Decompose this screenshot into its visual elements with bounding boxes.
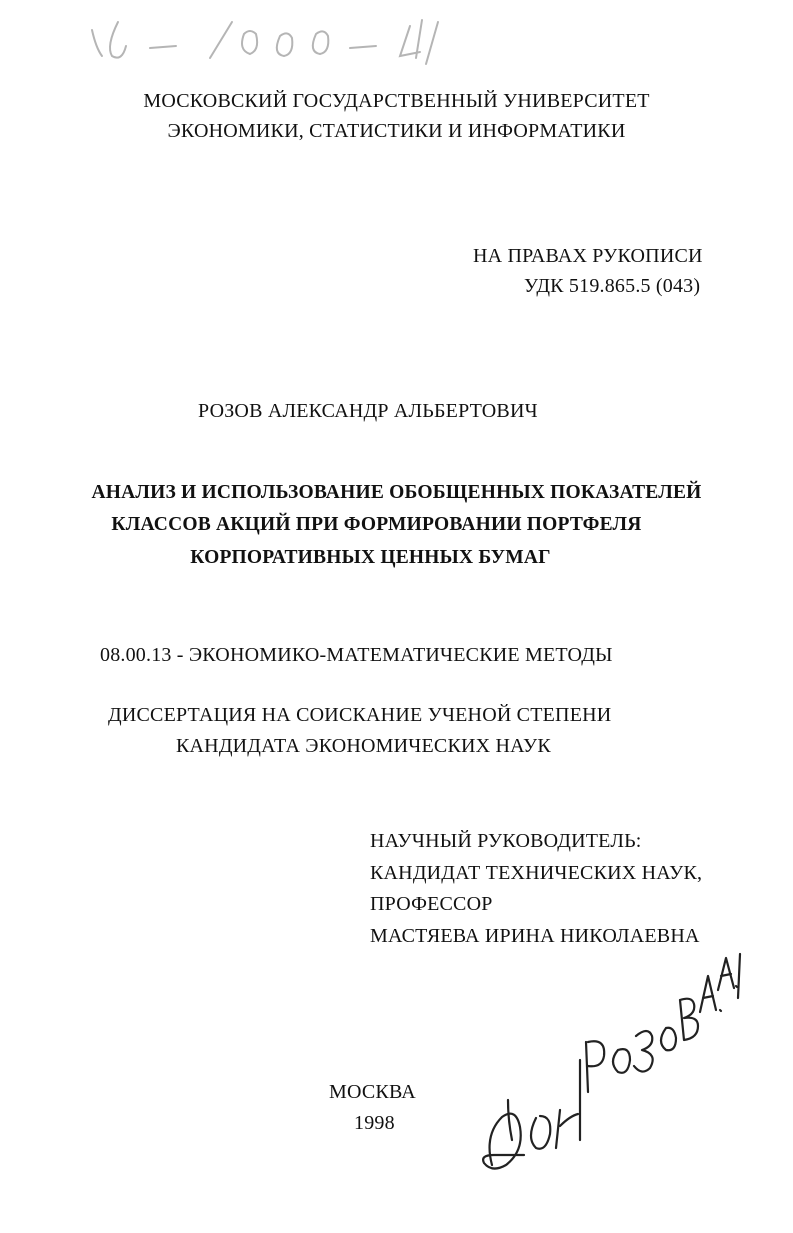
year: 1998 — [354, 1112, 395, 1134]
supervisor-label: НАУЧНЫЙ РУКОВОДИТЕЛЬ: — [370, 830, 642, 852]
manuscript-rights: НА ПРАВАХ РУКОПИСИ — [473, 245, 703, 267]
handwritten-note — [470, 950, 740, 1185]
supervisor-name: МАСТЯЕВА ИРИНА НИКОЛАЕВНА — [370, 925, 700, 947]
dissertation-line-1: ДИССЕРТАЦИЯ НА СОИСКАНИЕ УЧЕНОЙ СТЕПЕНИ — [108, 704, 612, 726]
university-line-2: ЭКОНОМИКИ, СТАТИСТИКИ И ИНФОРМАТИКИ — [167, 120, 626, 142]
university-line-1: МОСКОВСКИЙ ГОСУДАРСТВЕННЫЙ УНИВЕРСИТЕТ — [143, 90, 650, 112]
archive-mark-handwriting — [60, 8, 480, 83]
city: МОСКВА — [329, 1081, 416, 1103]
author-name: РОЗОВ АЛЕКСАНДР АЛЬБЕРТОВИЧ — [198, 400, 538, 422]
title-line-1: АНАЛИЗ И ИСПОЛЬЗОВАНИЕ ОБОБЩЕННЫХ ПОКАЗАТЕЛЕЙ — [91, 482, 702, 503]
title-line-2: КЛАССОВ АКЦИЙ ПРИ ФОРМИРОВАНИИ ПОРТФЕЛЯ — [111, 514, 642, 535]
supervisor-degree: КАНДИДАТ ТЕХНИЧЕСКИХ НАУК, — [370, 862, 703, 884]
title-line-3: КОРПОРАТИВНЫХ ЦЕННЫХ БУМАГ — [190, 547, 551, 568]
udc-code: УДК 519.865.5 (043) — [524, 275, 701, 297]
dissertation-line-2: КАНДИДАТА ЭКОНОМИЧЕСКИХ НАУК — [176, 735, 551, 757]
supervisor-rank: ПРОФЕССОР — [370, 893, 493, 915]
specialty-code: 08.00.13 - ЭКОНОМИКО-МАТЕМАТИЧЕСКИЕ МЕТОДЫ — [100, 644, 613, 666]
